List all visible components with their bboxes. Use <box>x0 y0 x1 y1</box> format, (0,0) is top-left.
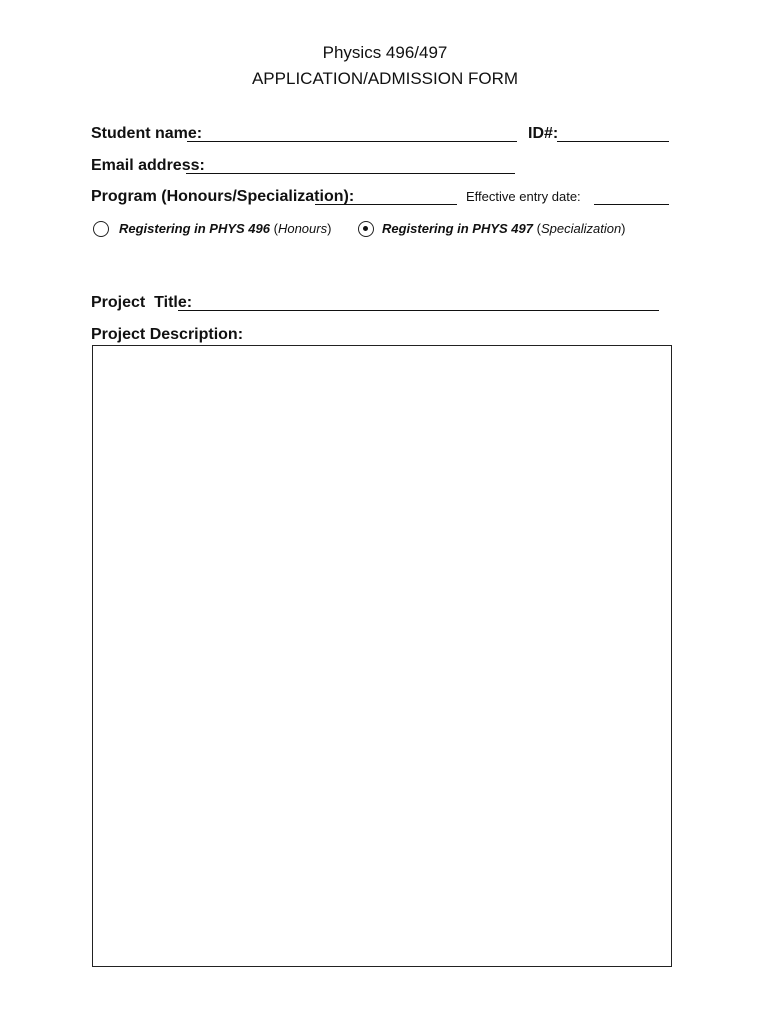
phys-497-program: Specialization <box>540 221 622 236</box>
project-title-label: Project Title: <box>91 294 193 311</box>
email-label: Email address: <box>91 157 205 174</box>
program-field[interactable] <box>315 190 457 205</box>
form-course-title: Physics 496/497 <box>322 43 448 62</box>
phys-497-paren-open: ( <box>533 221 541 236</box>
phys-496-paren-close: ) <box>327 221 332 236</box>
project-description-box[interactable] <box>92 345 672 967</box>
project-description-label: Project Description: <box>91 326 244 343</box>
id-label: ID#: <box>528 125 559 142</box>
project-title-field[interactable] <box>178 296 659 311</box>
student-name-label: Student name: <box>91 125 203 142</box>
id-field[interactable] <box>557 127 669 142</box>
radio-phys-497-label <box>382 221 626 237</box>
form-title: APPLICATION/ADMISSION FORM <box>251 69 519 88</box>
phys-497-text: Registering in PHYS 497 <box>382 221 533 236</box>
form-header <box>0 40 770 92</box>
entry-date-label: Effective entry date: <box>466 189 581 204</box>
phys-496-program: Honours <box>277 221 328 236</box>
radio-phys-496[interactable] <box>93 221 109 237</box>
phys-496-paren-open: ( <box>270 221 278 236</box>
radio-phys-496-label <box>119 221 331 237</box>
radio-phys-497[interactable] <box>358 221 374 237</box>
phys-496-text: Registering in PHYS 496 <box>119 221 270 236</box>
radio-selected-dot-icon <box>363 226 368 231</box>
email-field[interactable] <box>186 159 515 174</box>
program-label: Program (Honours/Specialization): <box>91 188 355 205</box>
phys-497-paren-close: ) <box>621 221 626 236</box>
entry-date-field[interactable] <box>594 190 669 205</box>
student-name-field[interactable] <box>187 127 517 142</box>
